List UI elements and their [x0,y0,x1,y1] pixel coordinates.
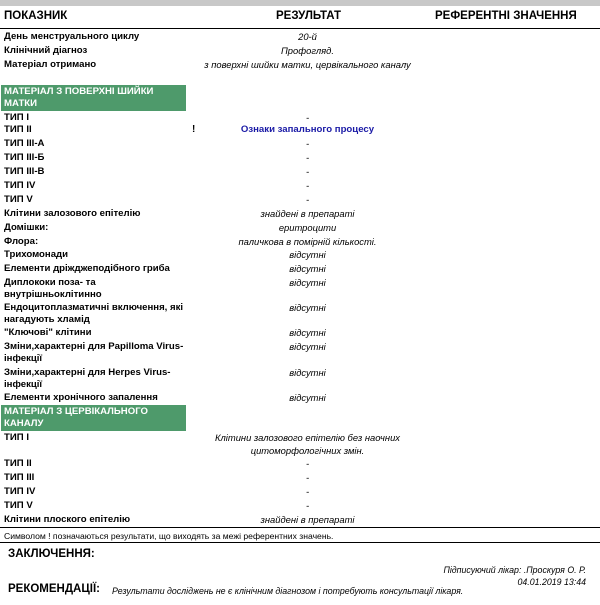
table-row [0,180,600,192]
row-label: День менструального циклу [4,31,140,42]
row-label: Матеріал отримано [4,59,97,70]
table-row [0,367,600,391]
row-label: ТИП V [4,500,33,511]
table-bottom-divider [0,527,600,528]
section-header [0,405,600,431]
row-label: Клітини плоского епітелію [4,514,131,525]
row-value: відсутні [289,302,326,313]
row-value: відсутні [289,249,326,260]
row-label: Домішки: [4,222,49,233]
row-value: відсутні [289,277,326,288]
row-value: - [305,138,310,149]
table-row [0,392,600,404]
header-divider [0,28,600,29]
table-row [0,236,600,248]
table-row [0,45,600,57]
report-datetime: 04.01.2019 13:44 [517,577,586,587]
table-row [0,341,600,365]
row-label: Клітини залозового епітелію [4,208,141,219]
row-label: ТИП III-А [4,138,45,149]
header-reference: РЕФЕРЕНТНІ ЗНАЧЕННЯ [435,10,577,22]
row-label: ТИП III [4,472,35,483]
table-row [0,472,600,484]
table-row [0,138,600,150]
row-label: ТИП V [4,194,33,205]
row-value: - [305,458,310,469]
table-row [0,112,600,124]
row-label: ТИП II [4,124,32,135]
row-label: "Ключові" клітини [4,327,92,338]
table-row [0,500,600,512]
row-value: відсутні [289,327,326,338]
table-row [0,222,600,234]
table-row [0,458,600,470]
header-indicator: ПОКАЗНИК [4,10,68,22]
row-value: - [305,472,310,483]
table-row [0,249,600,261]
table-row [0,59,600,85]
row-value: відсутні [289,341,326,352]
table-header [0,6,600,28]
signing-doctor: Підписуючий лікар: .Проскуря О. Р. [443,565,586,575]
row-value: 20-й [298,31,317,42]
out-of-range-flag: ! [192,124,196,135]
row-value: знайдені в препараті [260,514,355,525]
row-label: Зміни,характерні для Herpes Virus-інфекції [4,367,171,390]
row-value: - [305,486,310,497]
row-label: ТИП II [4,458,32,469]
row-value: - [305,112,310,123]
row-label: Елементи хронічного запалення [4,392,158,403]
table-row [0,327,600,339]
section-header [0,85,600,111]
row-label: Зміни,характерні для Papilloma Virus-інфекції [4,341,184,364]
table-row [0,31,600,43]
recommendations-label: РЕКОМЕНДАЦІЇ: [8,583,100,595]
row-value: відсутні [289,367,326,378]
conclusion-label: ЗАКЛЮЧЕННЯ: [8,548,95,560]
row-label: ТИП III-Б [4,152,45,163]
table-row [0,277,600,301]
recommendations-text: Результати досліджень не є клінічним діагнозом і потребують консультації лікаря. [112,586,464,596]
table-row [0,486,600,498]
table-row [0,263,600,275]
table-row [0,302,600,326]
row-value: знайдені в препараті [260,208,355,219]
row-value: з поверхні шийки матки, цервікального каналу [204,59,411,70]
section-title: МАТЕРІАЛ З ПОВЕРХНІ ШИЙКИ МАТКИ [1,85,186,111]
row-label: Трихомонади [4,249,69,260]
table-row [0,208,600,220]
table-row [0,152,600,164]
footnote: Символом ! позначаються результати, що виходять за межі референтних значень. [4,531,334,541]
table-row [0,124,600,136]
row-label: Ендоцитоплазматичні включення, які нагадують хламід [4,302,184,325]
row-value: паличкова в помірній кількості. [238,236,377,247]
row-label: ТИП III-В [4,166,45,177]
table-row [0,166,600,178]
row-value: відсутні [289,263,326,274]
row-value: - [305,500,310,511]
row-value: - [305,152,310,163]
row-label: ТИП IV [4,180,36,191]
table-row [0,194,600,206]
row-label: Флора: [4,236,39,247]
row-value: еритроцити [278,222,337,233]
row-value: Клітини залозового епітелію без наочних цитоморфологічних змін. [215,432,400,456]
row-label: Елементи дріжджеподібного гриба [4,263,170,274]
table-row [0,432,600,456]
row-value: Ознаки запального процесу [240,124,375,135]
row-value: - [305,194,310,205]
row-label: Диплококи поза- та внутрішньоклітинно [4,277,102,300]
row-value: Профогляд. [281,45,334,56]
footnote-divider [0,542,600,543]
row-label: ТИП IV [4,486,36,497]
row-value: - [305,166,310,177]
table-row [0,514,600,526]
row-value: - [305,180,310,191]
row-value: відсутні [289,392,326,403]
row-label: ТИП I [4,112,29,123]
section-title: МАТЕРІАЛ З ЦЕРВІКАЛЬНОГО КАНАЛУ [1,405,186,431]
row-label: Клінічний діагноз [4,45,88,56]
header-result: РЕЗУЛЬТАТ [276,10,342,22]
row-label: ТИП I [4,432,29,443]
